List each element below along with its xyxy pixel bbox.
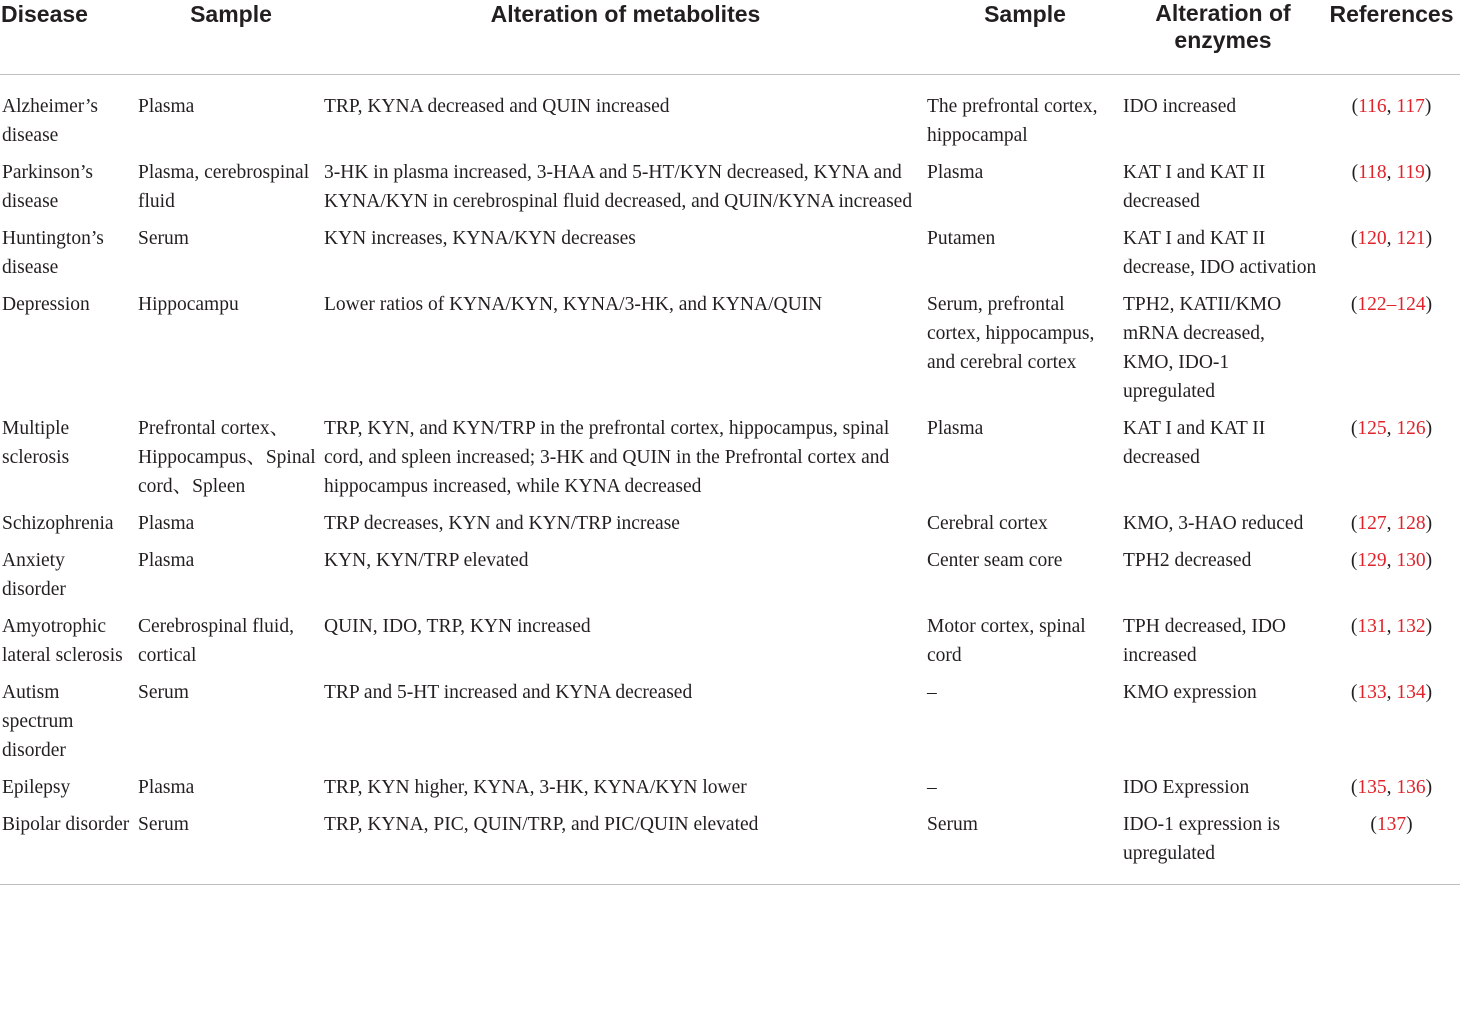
paren-close: ) (1424, 96, 1432, 117)
metabolites-cell: KYN, KYN/TRP elevated (324, 550, 529, 571)
reference-link[interactable]: 121 (1396, 228, 1426, 249)
metabolites-cell: TRP, KYN, and KYN/TRP in the prefrontal cortex, hippocampus, spinal cord, and spleen increased; 3-HK and QUIN in the Prefrontal cortex and hippocampus increased, while KYNA decreased (324, 418, 890, 497)
sample-cell: Serum (138, 806, 324, 885)
table-row (0, 608, 1460, 674)
header-metabolites: Alteration of metabolites (324, 0, 927, 75)
reference-link[interactable]: 135 (1357, 777, 1387, 798)
disease-cell: Huntington’s disease (2, 228, 104, 278)
reference-link[interactable]: 117 (1396, 96, 1425, 117)
paren-close: ) (1425, 616, 1433, 637)
paren-close: ) (1406, 814, 1413, 835)
metabolites-cell: TRP, KYNA, PIC, QUIN/TRP, and PIC/QUIN elevated (324, 806, 927, 885)
paren-close: ) (1425, 418, 1433, 439)
table-row (0, 154, 1460, 220)
enzymes-cell: TPH2 decreased (1123, 550, 1252, 571)
reference-link[interactable]: 133 (1357, 682, 1387, 703)
metabolites-cell: Lower ratios of KYNA/KYN, KYNA/3-HK, and KYNA/QUIN (324, 294, 823, 315)
enzyme-sample-cell: Center seam core (927, 550, 1063, 571)
enzymes-cell: KMO expression (1123, 682, 1257, 703)
disease-cell: Epilepsy (2, 777, 71, 798)
metabolites-cell: KYN increases, KYNA/KYN decreases (324, 228, 636, 249)
sample-cell: Plasma (138, 513, 195, 534)
reference-link[interactable]: 130 (1396, 550, 1426, 571)
paren-open: ( (1350, 513, 1358, 534)
sample-cell: Plasma (138, 777, 195, 798)
ref-separator: , (1386, 96, 1397, 117)
paren-open: ( (1350, 616, 1358, 637)
reference-link[interactable]: 118 (1358, 162, 1387, 183)
reference-link[interactable]: 137 (1376, 814, 1407, 835)
references-cell (1323, 769, 1460, 806)
enzyme-sample-cell: – (927, 777, 937, 798)
reference-link[interactable]: 125 (1357, 418, 1387, 439)
table-row (0, 410, 1460, 505)
metabolites-cell: TRP and 5-HT increased and KYNA decreased (324, 682, 693, 703)
paren-close: ) (1425, 513, 1433, 534)
metabolites-cell: QUIN, IDO, TRP, KYN increased (324, 616, 591, 637)
header-enzymes: Alteration of enzymes (1123, 0, 1323, 75)
sample-cell: Serum (138, 682, 189, 703)
enzymes-cell: KAT I and KAT II decrease, IDO activation (1123, 228, 1317, 278)
references-cell (1323, 542, 1460, 608)
reference-link[interactable]: 136 (1396, 777, 1426, 798)
metabolites-cell: TRP, KYN higher, KYNA, 3-HK, KYNA/KYN lower (324, 777, 747, 798)
ref-separator: , (1386, 550, 1397, 571)
table-row (0, 806, 1460, 885)
enzyme-sample-cell: Plasma (927, 418, 984, 439)
references-cell (1323, 154, 1460, 220)
references-cell (1323, 220, 1460, 286)
paren-open: ( (1350, 682, 1358, 703)
reference-link[interactable]: 128 (1396, 513, 1426, 534)
paren-close: ) (1425, 777, 1433, 798)
disease-cell: Bipolar disorder (0, 806, 138, 885)
disease-cell: Depression (2, 294, 90, 315)
enzyme-sample-cell: Plasma (927, 162, 984, 183)
reference-link[interactable]: 124 (1396, 294, 1426, 315)
table-row (0, 674, 1460, 769)
paren-close: ) (1425, 294, 1433, 315)
paren-open: ( (1350, 777, 1358, 798)
enzyme-sample-cell: Putamen (927, 228, 996, 249)
enzymes-cell: IDO Expression (1123, 777, 1250, 798)
table-row (0, 220, 1460, 286)
references-cell (1323, 410, 1460, 505)
enzymes-cell: TPH2, KATII/KMO mRNA decreased, KMO, IDO-1 upregulated (1123, 294, 1282, 402)
paren-open: ( (1350, 294, 1358, 315)
disease-cell: Alzheimer’s disease (2, 96, 99, 146)
reference-link[interactable]: 120 (1357, 228, 1387, 249)
enzymes-cell: KAT I and KAT II decreased (1123, 162, 1266, 212)
header-disease: Disease (0, 0, 138, 75)
enzymes-cell: TPH decreased, IDO increased (1123, 616, 1286, 666)
enzyme-sample-cell: Cerebral cortex (927, 513, 1048, 534)
sample-cell: Cerebrospinal fluid, cortical (138, 616, 294, 666)
header-references: References (1323, 0, 1460, 75)
paren-open: ( (1350, 550, 1358, 571)
enzymes-cell: IDO-1 expression is upregulated (1123, 806, 1323, 885)
references-cell (1323, 608, 1460, 674)
paren-close: ) (1425, 682, 1433, 703)
disease-cell: Autism spectrum disorder (2, 682, 74, 761)
ref-separator: , (1386, 418, 1397, 439)
metabolites-cell: 3-HK in plasma increased, 3-HAA and 5-HT/KYN decreased, KYNA and KYNA/KYN in cerebrospinal fluid decreased, and QUIN/KYNA increased (324, 162, 913, 212)
reference-link[interactable]: 127 (1357, 513, 1387, 534)
reference-link[interactable]: 119 (1396, 162, 1425, 183)
table-row (0, 769, 1460, 806)
sample-cell: Hippocampu (138, 294, 239, 315)
paren-close: ) (1425, 550, 1433, 571)
header-sample: Sample (138, 0, 324, 75)
ref-separator: , (1386, 616, 1397, 637)
references-cell (1323, 674, 1460, 769)
disease-cell: Anxiety disorder (2, 550, 66, 600)
metabolites-cell: TRP decreases, KYN and KYN/TRP increase (324, 513, 680, 534)
enzymes-cell: KMO, 3-HAO reduced (1123, 513, 1304, 534)
reference-link[interactable]: 131 (1357, 616, 1387, 637)
metabolites-cell: TRP, KYNA decreased and QUIN increased (324, 96, 670, 117)
reference-link[interactable]: 126 (1396, 418, 1426, 439)
table-row (0, 75, 1460, 155)
reference-link[interactable]: 116 (1358, 96, 1387, 117)
enzymes-cell: KAT I and KAT II decreased (1123, 418, 1266, 468)
reference-link[interactable]: 134 (1396, 682, 1426, 703)
enzyme-sample-cell: Serum (927, 806, 1123, 885)
ref-separator: , (1386, 513, 1397, 534)
disease-cell: Amyotrophic lateral sclerosis (2, 616, 123, 666)
sample-cell: Plasma, cerebrospinal fluid (138, 162, 310, 212)
disease-cell: Schizophrenia (2, 513, 114, 534)
paren-close: ) (1425, 228, 1433, 249)
disease-cell: Parkinson’s disease (2, 162, 94, 212)
references-cell (1323, 505, 1460, 542)
table-row (0, 505, 1460, 542)
header-sample-enzymes: Sample (927, 0, 1123, 75)
ref-separator: , (1386, 777, 1397, 798)
sample-cell: Prefrontal cortex、Hippocampus、Spinal cord、Spleen (138, 418, 316, 497)
ref-separator: , (1386, 162, 1397, 183)
references-cell (1323, 286, 1460, 410)
paren-close: ) (1424, 162, 1432, 183)
enzyme-sample-cell: Motor cortex, spinal cord (927, 616, 1086, 666)
sample-cell: Plasma (138, 550, 195, 571)
ref-separator: , (1386, 682, 1397, 703)
paren-open: ( (1350, 418, 1358, 439)
paren-open: ( (1370, 814, 1377, 835)
reference-link[interactable]: 132 (1396, 616, 1426, 637)
paren-open: ( (1350, 228, 1358, 249)
table-row (0, 542, 1460, 608)
sample-cell: Serum (138, 228, 189, 249)
paren-open: ( (1351, 96, 1359, 117)
sample-cell: Plasma (138, 96, 195, 117)
references-cell (1323, 806, 1460, 885)
ref-separator: – (1386, 294, 1397, 315)
enzyme-sample-cell: Serum, prefrontal cortex, hippocampus, and cerebral cortex (927, 294, 1095, 373)
references-cell (1323, 75, 1460, 155)
enzyme-sample-cell: – (927, 682, 937, 703)
header-row (0, 0, 1460, 75)
reference-link[interactable]: 122 (1357, 294, 1387, 315)
paren-open: ( (1351, 162, 1359, 183)
reference-link[interactable]: 129 (1357, 550, 1387, 571)
table-row (0, 286, 1460, 410)
disease-cell: Multiple sclerosis (2, 418, 70, 468)
enzymes-cell: IDO increased (1123, 96, 1237, 117)
table-header (0, 0, 1460, 75)
enzyme-sample-cell: The prefrontal cortex, hippocampal (927, 96, 1098, 146)
table-body (0, 75, 1460, 885)
ref-separator: , (1386, 228, 1397, 249)
